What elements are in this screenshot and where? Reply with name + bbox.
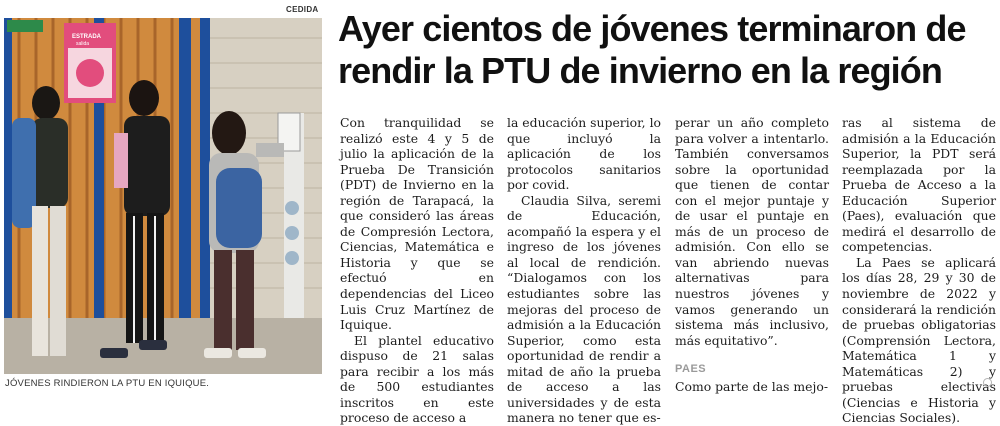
- article-column-2: [507, 115, 661, 426]
- section-subhead: PAES: [675, 363, 707, 376]
- paragraph: perar un año completo para volver a intentarlo. También conversamos sobre la oportunidad que tienen de contar con el mejor puntaje y de usar el puntaje en más de un proceso de admisión. Con ello se van abriendo nuevas alternativas para nuestros jóvenes y vamos generando un sistema más inclusivo, más equitativo”.: [675, 115, 829, 348]
- article-column-1: [340, 115, 494, 426]
- paragraph: El plantel educativo dispuso de 21 salas para recibir a los más de 500 estudiantes inscritos en este proceso de acceso a: [340, 332, 494, 426]
- photo-caption: JÓVENES RINDIERON LA PTU EN IQUIQUE.: [5, 378, 210, 389]
- news-photo: [4, 18, 322, 374]
- paragraph: La Paes se aplicará los días 28, 29 y 30 de noviembre de 2022 y considerará la rendición de pruebas obligatorias (Comprensión Lectora, Matemática 1 y Matemáticas 2) y pruebas electivas (Ciencias e Historia y Ciencias Sociales).: [842, 254, 996, 426]
- end-of-article-icon: [983, 378, 992, 387]
- photo-credit: CEDIDA: [286, 5, 319, 14]
- paragraph: la educación superior, lo que incluyó la aplicación de los protocolos sanitarios por covid.: [507, 115, 661, 193]
- sign-exit-text: salida: [76, 41, 90, 47]
- article-headline: Ayer cientos de jóvenes terminaron de rendir la PTU de invierno en la región: [338, 8, 966, 91]
- sign-entrance-text: ESTRADA: [72, 34, 102, 40]
- paragraph: Como parte de las mejo-: [675, 378, 829, 394]
- students-at-school-entrance-image: [4, 18, 322, 374]
- article-column-3: [675, 115, 829, 394]
- paragraph: ras al sistema de admisión a la Educación Superior, la PDT será reemplazada por la Prueba de Acceso a la Educación Superior (Paes), evaluación que medirá el desarrollo de competencias.: [842, 115, 996, 255]
- paragraph: Claudia Silva, seremi de Educación, acompañó la espera y el ingreso de los jóvenes al local de rendición. “Dialogamos con los estudiantes sobre las mejoras del proceso de admisión a la Educación Superior, como esta oportunidad de rendir a mitad de año la prueba de acceso a las universidades y de esta manera no tener que es-: [507, 192, 661, 426]
- article-column-4: [842, 115, 996, 426]
- paragraph: Con tranquilidad se realizó este 4 y 5 de julio la aplicación de la Prueba De Transición (PDT) de Invierno en la región de Tarapacá, la que consideró las áreas de Compresión Lectora, Ciencias, Matemática e Historia y que se efectuó en dependencias del Liceo Luis Cruz Martínez de Iquique.: [340, 115, 494, 333]
